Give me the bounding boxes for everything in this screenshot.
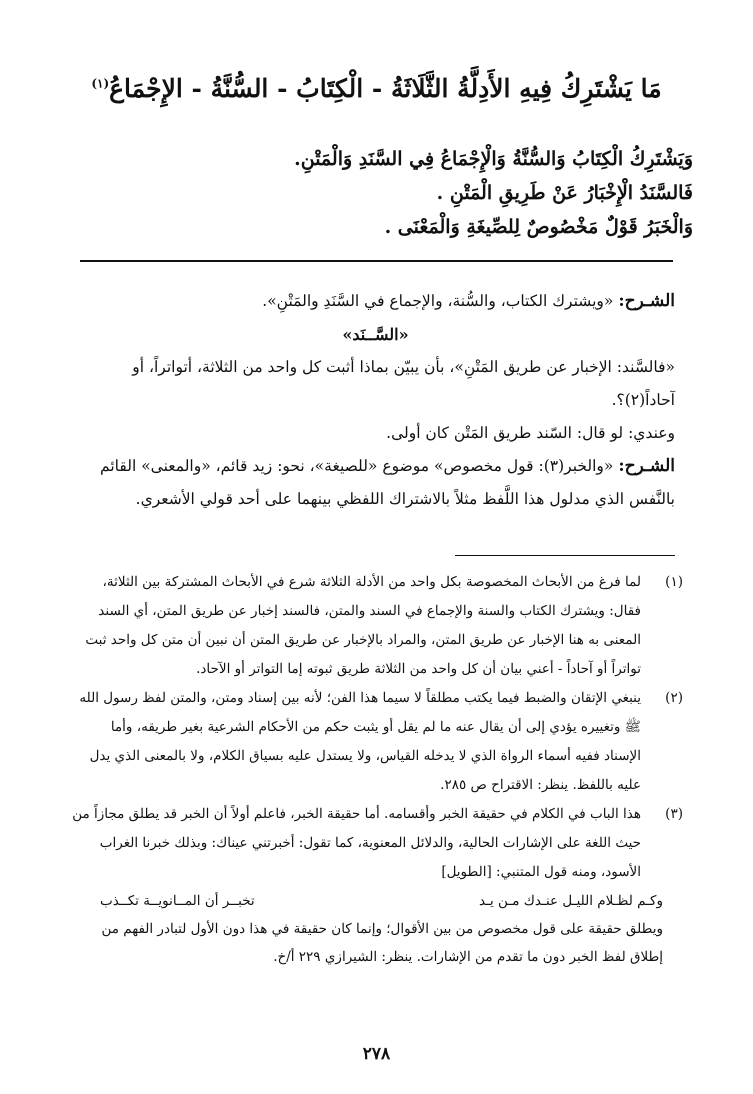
- footnote-number: (١): [665, 574, 683, 590]
- sharh-label: الشـرح:: [618, 291, 675, 311]
- footnote-text: ينبغي الإتقان والضبط فيما يكتب مطلقاً لا سيما هذا الفن؛ لأنه بين إسناد ومتن، والمتن لفظ رسول الله ﷺ وتغييره يؤدي إلى أن يقال عنه ما لم يقل أو يثبت حكم من الأحكام الشرعية بغير طريقه، وأما الإسناد ففيه أسماء الرواة الذي لا يدخله القياس، ولا يستدل عليه بسياق الكلام، ولا بالمعنى الذي يدل عليه باللفظ. ينظر: الاقتراح ص ٢٨٥.: [79, 690, 641, 793]
- chapter-title-text: مَا يَشْتَرِكُ فِيهِ الأَدِلَّةُ الثَّلَاثَةُ - الْكِتَابُ - السُّنَّةُ - الإِجْمَاعُ: [109, 74, 662, 103]
- footnotes: [70, 568, 683, 971]
- body-paragraph: «فالسَّند: الإخبار عن طريق المَتْنِ»، بأن يبيّن بماذا أثبت كل واحد من الثلاثة، أتواتراً، أو آحاداً(٢)؟.: [132, 358, 675, 409]
- page-number: ٢٧٨: [362, 1044, 391, 1064]
- matn-line: وَيَشْتَرِكُ الْكِتَابُ وَالسُّنَّةُ وَالْإِجْمَاعُ فِي السَّنَدِ وَالْمَتْنِ.: [294, 148, 693, 170]
- footnote-text: هذا الباب في الكلام في حقيقة الخبر وأقسامه. أما حقيقة الخبر، فاعلم أولاً أن الخبر قد يطلق مجازاً من حيث اللغة على الإشارات الحالية، والدلائل المعنوية، كما تقول: أخبرتني عيناك: وبذلك خبرنا الغراب الأسود، ومنه قول المتنبي: [الطويل]: [72, 806, 641, 880]
- footnote-text: لما فرغ من الأبحاث المخصوصة بكل واحد من الأدلة الثلاثة شرع في الأبحاث المشتركة بين الثلاثة، فقال: ويشترك الكتاب والسنة والإجماع في السند والمتن، فالسند إخبار عن طريق المتن، أي السند المعنى به هنا الإخبار عن طريق المتن، والمراد بالإخبار عن طريق المتن أن نبين أن متن كل واحد ثبت تواتراً أو آحاداً - أعني بيان أن كل واحد من الثلاثة طريق ثبوته إما التواتر أو الآحاد.: [85, 574, 641, 677]
- commentary-body: [76, 285, 675, 516]
- poem-verse: [70, 887, 683, 915]
- sharh-text: «والخبر(٣): قول مخصوص» موضوع «للصيغة»، نحو: زيد قائم، «والمعنى» القائم بالنَّفس الذي مدلول هذا اللَّفظ مثلاً بالاشتراك اللفظي بينهما على أحد قولي الأشعري.: [100, 457, 675, 508]
- matn-line: فَالسَّنَدُ الْإِخْبَارُ عَنْ طَرِيقِ الْمَتْنِ .: [436, 182, 693, 204]
- footnote-number: (٢): [665, 690, 683, 706]
- footnote: [70, 800, 683, 887]
- sharh-paragraph-2: [76, 450, 675, 516]
- section-heading: «السَّــنَد»: [342, 325, 409, 344]
- footnote-continuation: ويطلق حقيقة على قول مخصوص من بين الأقوال؛ وإنما كان حقيقة في هذا دون الأول لتبادر الفهم من إطلاق لفظ الخبر دون ما تقدم من الإشارات. ينظر: الشيرازي ٢٢٩ أ/خ.: [101, 921, 663, 965]
- matn-block: [110, 142, 693, 244]
- verse-first-hemistich: وكـم لظـلام الليـل عنـدك مـن يـد: [478, 893, 663, 909]
- section-divider: [80, 260, 673, 262]
- body-paragraph: وعندي: لو قال: السّند طريق المَتْن كان أولى.: [386, 424, 675, 442]
- sharh-paragraph-1: [76, 285, 675, 318]
- footnote: [70, 684, 683, 800]
- sharh-text: «ويشترك الكتاب، والسُّنة، والإجماع في السَّنَدِ والمَتْنِ».: [262, 292, 614, 310]
- verse-second-hemistich: تخبــر أن المــانويــة تكــذب: [100, 893, 255, 909]
- footnote-number: (٣): [665, 806, 683, 822]
- matn-line: وَالْخَبَرُ قَوْلٌ مَخْصُوصٌ لِلصِّيغَةِ وَالْمَعْنَى .: [384, 216, 693, 238]
- title-footnote-ref: (١): [91, 76, 110, 91]
- footnote-separator: [455, 555, 675, 556]
- footnote: [70, 568, 683, 684]
- sharh-label: الشـرح:: [618, 456, 675, 476]
- chapter-title: [60, 74, 693, 103]
